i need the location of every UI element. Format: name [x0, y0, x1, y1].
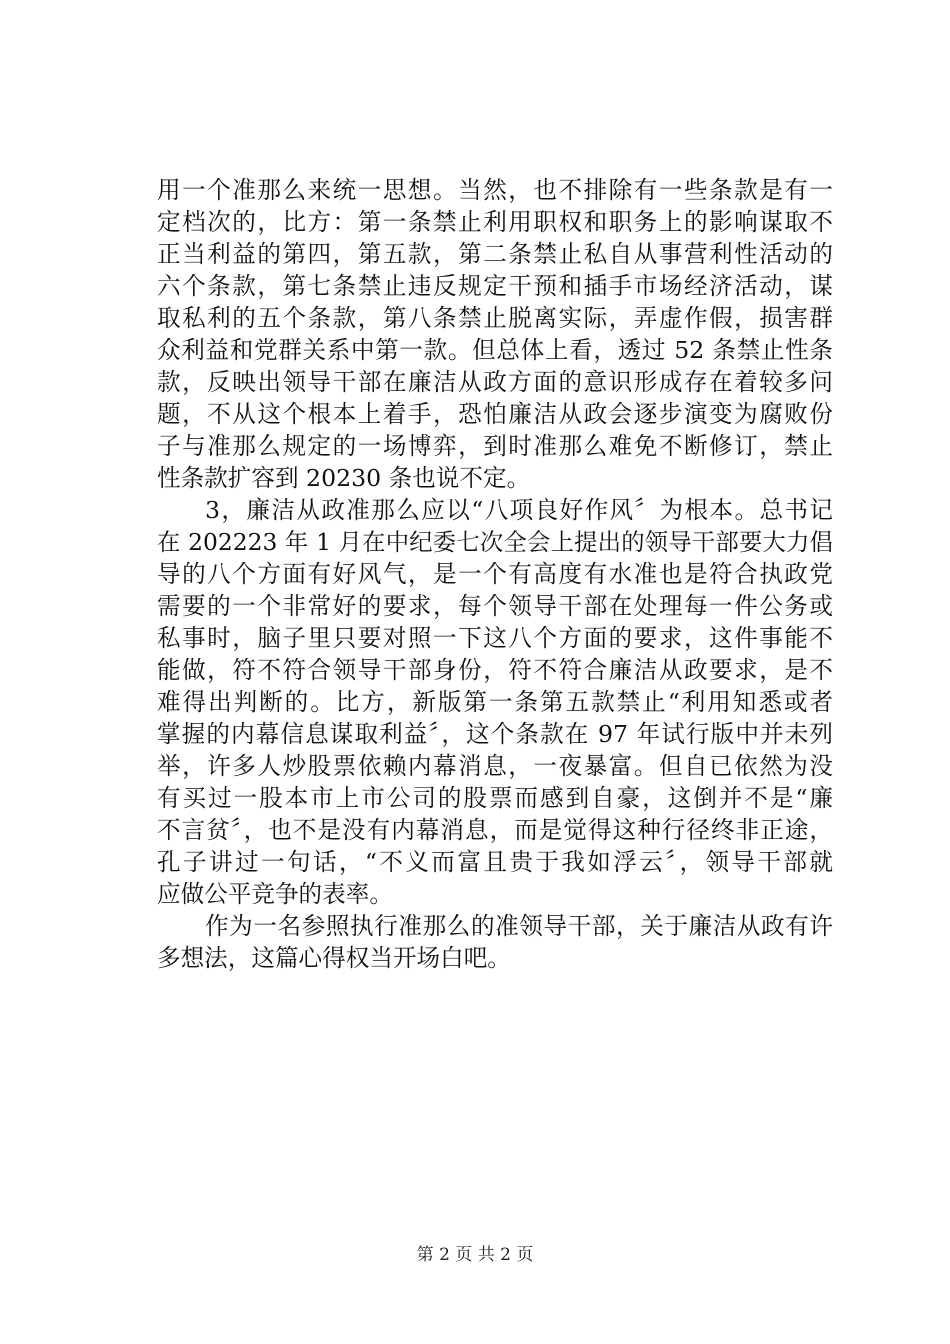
text-line: 能做，符不符合领导干部身份，符不符合廉洁从政要求，是不: [157, 656, 833, 684]
text-line: 性条款扩容到 20230 条也说不定。: [157, 464, 531, 492]
text-line: 需要的一个非常好的要求，每个领导干部在处理每一件公务或: [157, 592, 833, 620]
text-line: 作为一名参照执行准那么的准领导干部，关于廉洁从政有许: [205, 912, 833, 940]
text-line: 孔子讲过一句话，“不义而富且贵于我如浮云〞，领导干部就: [157, 848, 833, 876]
text-line: 众利益和党群关系中第一款。但总体上看，透过 52 条禁止性条: [157, 336, 833, 364]
text-line: 定档次的，比方：第一条禁止利用职权和职务上的影响谋取不: [157, 208, 833, 236]
page-footer: 第 2 页 共 2 页: [416, 1245, 534, 1265]
text-line: 题，不从这个根本上着手，恐怕廉洁从政会逐步演变为腐败份: [157, 400, 833, 428]
text-line: 款，反映出领导干部在廉洁从政方面的意识形成存在着较多问: [157, 368, 833, 396]
text-line: 难得出判断的。比方，新版第一条第五款禁止“利用知悉或者: [157, 688, 833, 716]
text-line: 有买过一股本市上市公司的股票而感到自豪，这倒并不是“廉: [157, 784, 833, 812]
text-line: 3，廉洁从政准那么应以“八项良好作风〞为根本。总书记: [205, 496, 833, 524]
text-line: 导的八个方面有好风气，是一个有高度有水准也是符合执政党: [157, 560, 833, 588]
text-line: 在 202223 年 1 月在中纪委七次全会上提出的领导干部要大力倡: [157, 528, 833, 556]
text-line: 六个条款，第七条禁止违反规定干预和插手市场经济活动，谋: [157, 272, 833, 300]
text-line: 举，许多人炒股票依赖内幕消息，一夜暴富。但自已依然为没: [157, 752, 833, 780]
text-line: 不言贫〞，也不是没有内幕消息，而是觉得这种行径终非正途，: [157, 816, 833, 844]
text-line: 用一个准那么来统一思想。当然，也不排除有一些条款是有一: [157, 176, 833, 204]
text-line: 私事时，脑子里只要对照一下这八个方面的要求，这件事能不: [157, 624, 833, 652]
text-line: 取私利的五个条款，第八条禁止脱离实际，弄虚作假，损害群: [157, 304, 833, 332]
text-line: 掌握的内幕信息谋取利益〞，这个条款在 97 年试行版中并未列: [157, 720, 833, 748]
text-line: 应做公平竞争的表率。: [157, 880, 393, 908]
text-line: 子与准那么规定的一场博弈，到时准那么难免不断修订，禁止: [157, 432, 833, 460]
text-line: 正当利益的第四，第五款，第二条禁止私自从事营利性活动的: [157, 240, 833, 268]
text-line: 多想法，这篇心得权当开场白吧。: [157, 944, 511, 972]
